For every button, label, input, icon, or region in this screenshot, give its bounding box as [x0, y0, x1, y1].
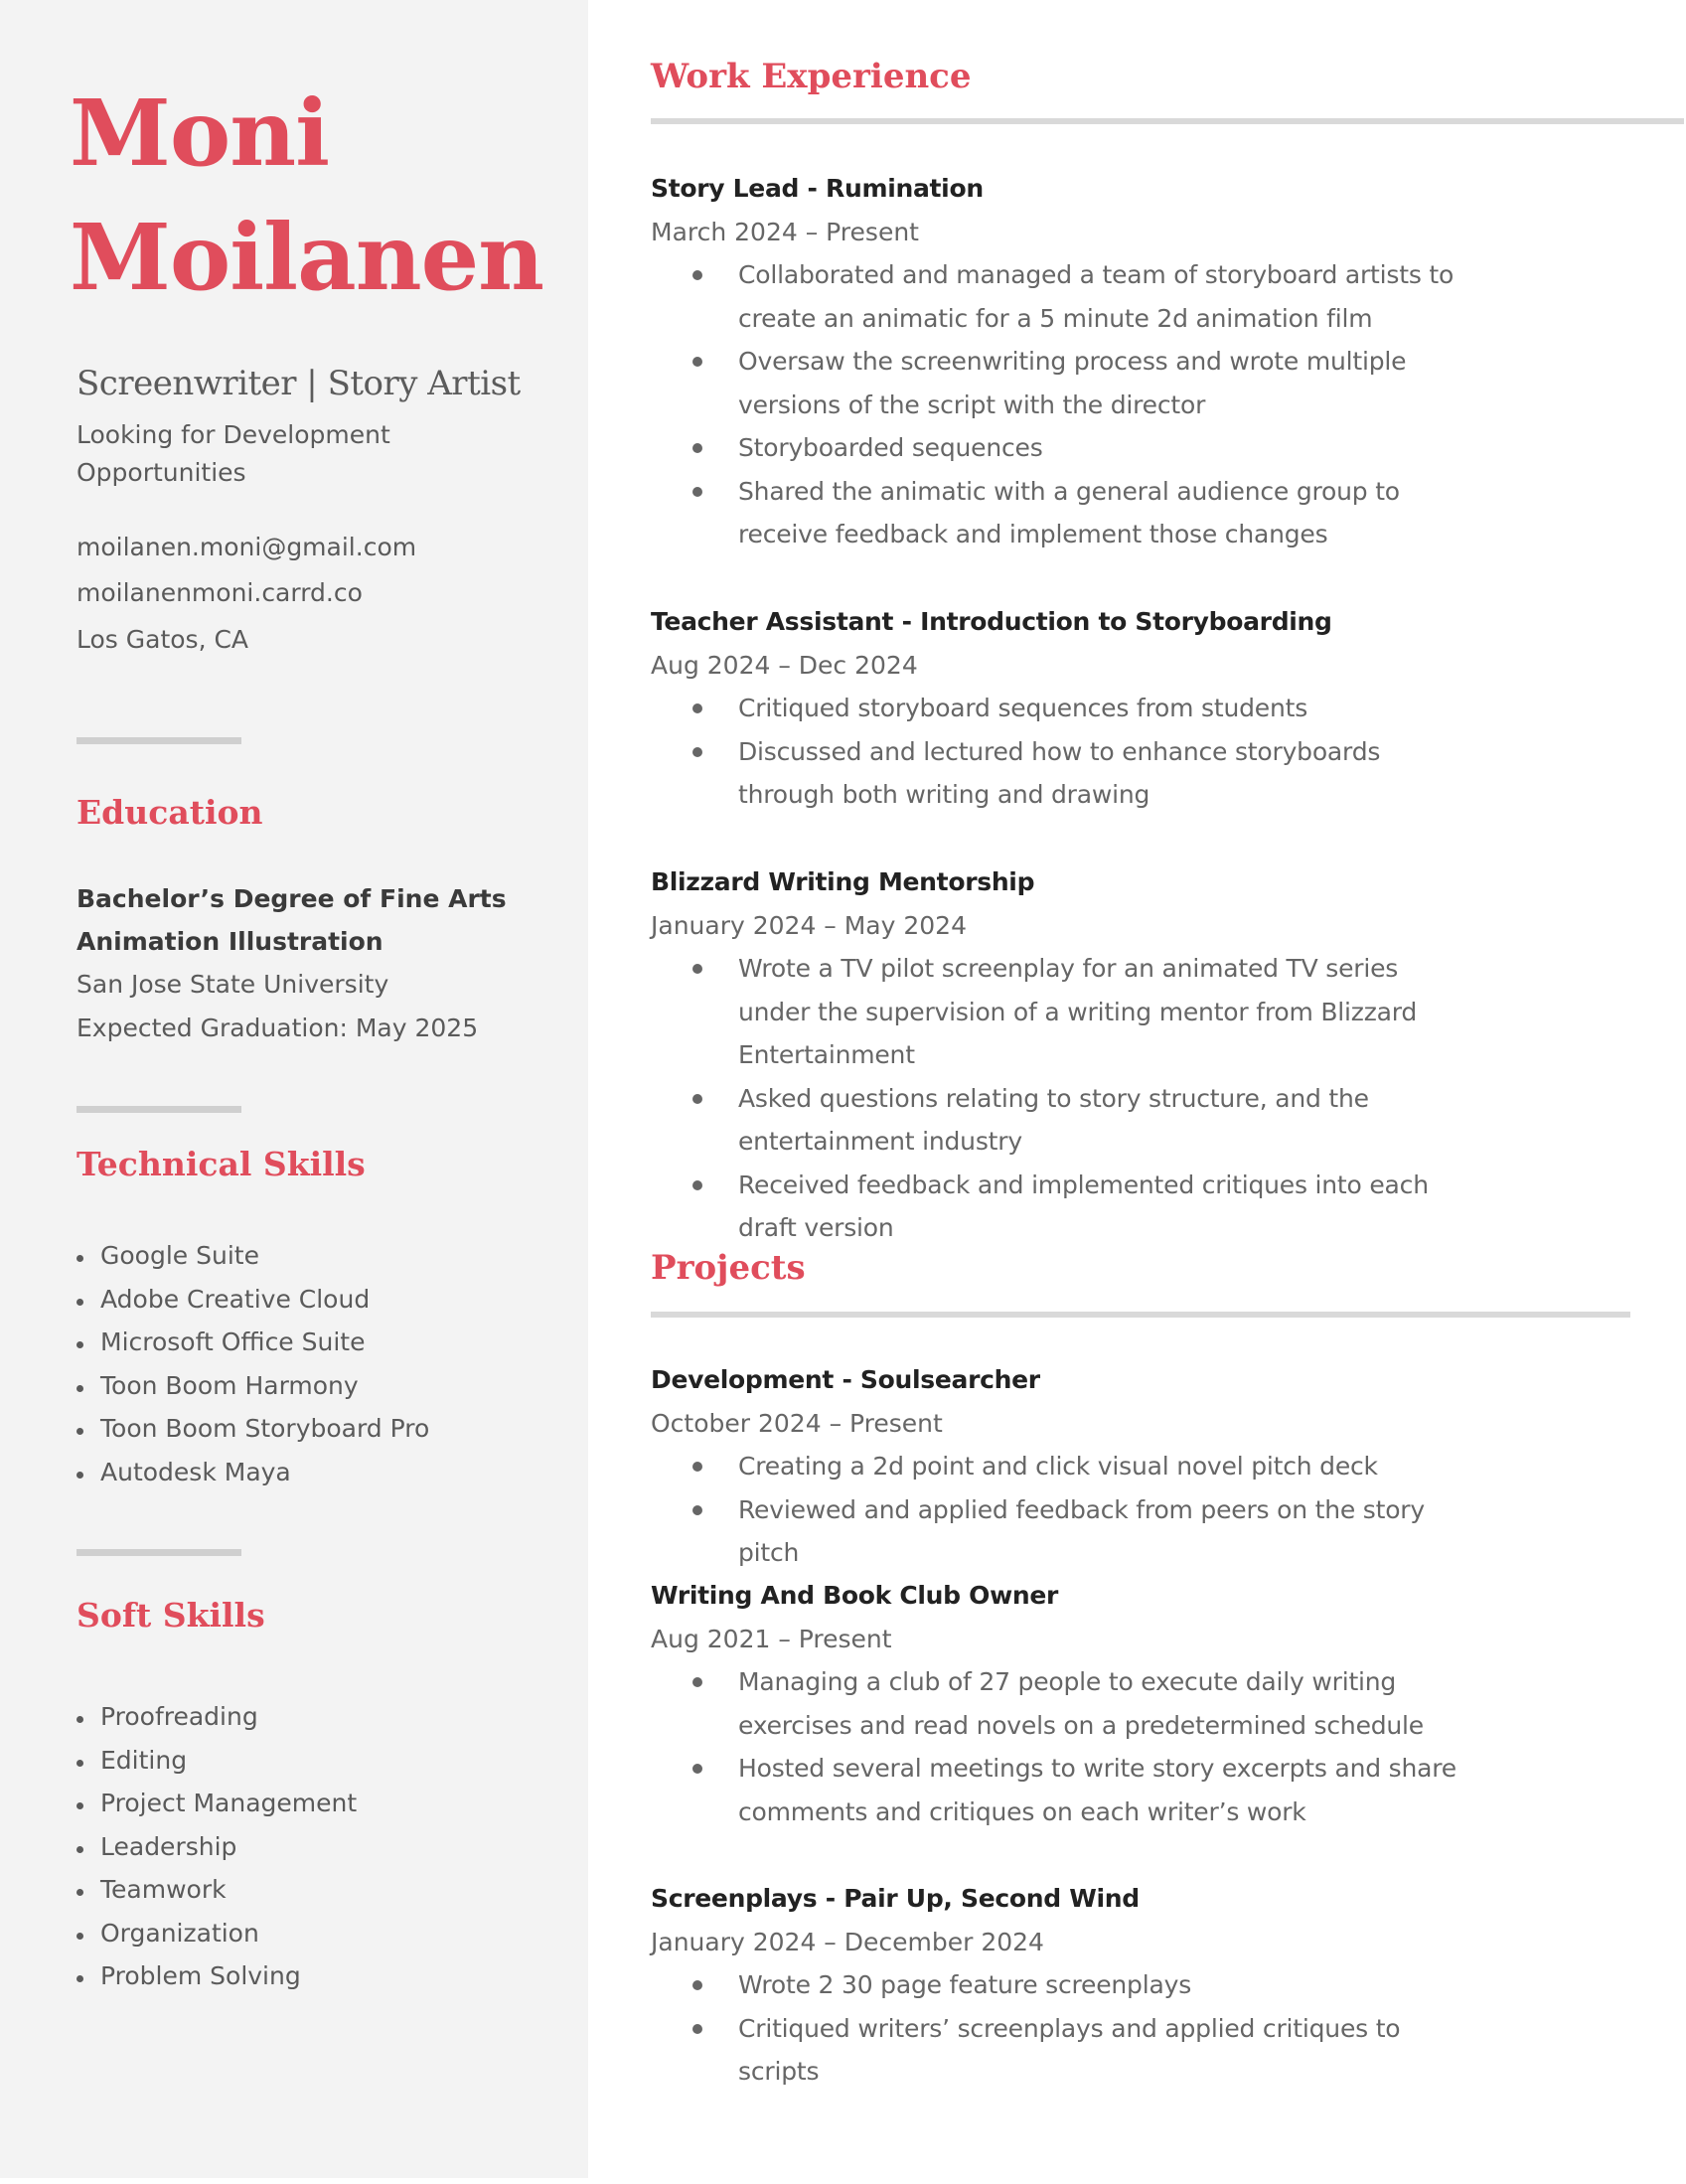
list-item: Adobe Creative Cloud	[77, 1278, 429, 1322]
section-divider	[651, 1312, 1630, 1318]
list-item: Teamwork	[77, 1868, 357, 1912]
entry-bullets	[651, 253, 1644, 556]
contact-location: Los Gatos, CA	[77, 625, 249, 654]
list-item: Creating a 2d point and click visual novel pitch deck	[651, 1445, 1473, 1488]
list-item: Autodesk Maya	[77, 1451, 429, 1494]
technical-skills-heading: Technical Skills	[77, 1145, 366, 1183]
entry-role: Teacher Assistant - Introduction to Storyboarding	[651, 607, 1332, 636]
entry-date: Aug 2021 – Present	[651, 1625, 892, 1653]
bullet-icon	[77, 1846, 83, 1853]
entry-bullets	[651, 1445, 1644, 1575]
list-item: Shared the animatic with a general audience group to receive feedback and implement those changes	[651, 470, 1473, 556]
list-item: Proofreading	[77, 1695, 357, 1739]
bullet-icon	[77, 1341, 83, 1348]
list-item: Project Management	[77, 1782, 357, 1825]
list-item: Asked questions relating to story structure, and the entertainment industry	[651, 1077, 1473, 1164]
entry-role: Development - Soulsearcher	[651, 1365, 1040, 1394]
entry-bullets	[651, 1963, 1644, 2094]
bullet-icon	[692, 703, 702, 713]
list-item: Hosted several meetings to write story excerpts and share comments and critiques on each writer’s work	[651, 1747, 1473, 1833]
tagline-line-1: Looking for Development	[77, 420, 390, 449]
list-item: Organization	[77, 1912, 357, 1955]
entry-date: January 2024 – December 2024	[651, 1928, 1044, 1956]
list-item: Google Suite	[77, 1234, 429, 1278]
technical-skills-list	[77, 1234, 429, 1493]
list-item: Storyboarded sequences	[651, 426, 1473, 470]
education-degree: Bachelor’s Degree of Fine Arts	[77, 884, 507, 913]
bullet-icon	[77, 1299, 83, 1306]
list-item: Leadership	[77, 1825, 357, 1869]
bullet-icon	[692, 1180, 702, 1190]
entry-role: Writing And Book Club Owner	[651, 1581, 1059, 1610]
project-entry	[651, 1358, 1644, 1575]
entry-date: Aug 2024 – Dec 2024	[651, 651, 918, 680]
entry-role: Story Lead - Rumination	[651, 174, 984, 203]
sidebar-divider	[77, 1549, 241, 1556]
sidebar-divider	[77, 1106, 241, 1113]
bullet-icon	[692, 964, 702, 974]
project-entry	[651, 1877, 1644, 2094]
bullet-icon	[692, 443, 702, 453]
sidebar-divider	[77, 737, 241, 744]
list-item: Managing a club of 27 people to execute daily writing exercises and read novels on a predetermined schedule	[651, 1660, 1473, 1747]
projects-heading: Projects	[651, 1248, 806, 1288]
list-item: Received feedback and implemented critiques into each draft version	[651, 1164, 1473, 1250]
bullet-icon	[692, 2024, 702, 2034]
list-item: Oversaw the screenwriting process and wrote multiple versions of the script with the director	[651, 340, 1473, 426]
education-school: San Jose State University	[77, 970, 389, 999]
entry-date: January 2024 – May 2024	[651, 911, 967, 940]
list-item: Collaborated and managed a team of storyboard artists to create an animatic for a 5 minute 2d animation film	[651, 253, 1473, 340]
bullet-icon	[77, 1889, 83, 1896]
bullet-icon	[77, 1716, 83, 1723]
education-major: Animation Illustration	[77, 927, 383, 956]
list-item: Wrote 2 30 page feature screenplays	[651, 1963, 1473, 2007]
bullet-icon	[692, 1505, 702, 1515]
project-entry	[651, 1574, 1644, 1833]
entry-bullets	[651, 1660, 1644, 1833]
bullet-icon	[77, 1385, 83, 1392]
entry-role: Blizzard Writing Mentorship	[651, 867, 1035, 896]
education-heading: Education	[77, 793, 263, 832]
contact-website[interactable]: moilanenmoni.carrd.co	[77, 578, 363, 607]
tagline-line-2: Opportunities	[77, 458, 246, 487]
bullet-icon	[692, 1980, 702, 1990]
soft-skills-list	[77, 1695, 357, 1998]
bullet-icon	[77, 1472, 83, 1479]
list-item: Discussed and lectured how to enhance storyboards through both writing and drawing	[651, 730, 1473, 817]
entry-role: Screenplays - Pair Up, Second Wind	[651, 1884, 1140, 1913]
bullet-icon	[692, 270, 702, 280]
bullet-icon	[692, 1764, 702, 1774]
list-item: Toon Boom Harmony	[77, 1364, 429, 1408]
bullet-icon	[692, 357, 702, 367]
contact-email[interactable]: moilanen.moni@gmail.com	[77, 533, 417, 561]
section-divider	[651, 118, 1684, 124]
job-title: Screenwriter | Story Artist	[77, 364, 521, 403]
soft-skills-heading: Soft Skills	[77, 1596, 265, 1635]
bullet-icon	[77, 1802, 83, 1809]
list-item: Critiqued writers’ screenplays and applied critiques to scripts	[651, 2007, 1473, 2094]
work-experience-heading: Work Experience	[651, 57, 972, 96]
bullet-icon	[692, 1094, 702, 1104]
bullet-icon	[77, 1933, 83, 1940]
education-graduation: Expected Graduation: May 2025	[77, 1014, 479, 1042]
bullet-icon	[77, 1255, 83, 1262]
list-item: Critiqued storyboard sequences from students	[651, 687, 1473, 730]
bullet-icon	[77, 1975, 83, 1982]
list-item: Microsoft Office Suite	[77, 1321, 429, 1364]
bullet-icon	[692, 747, 702, 757]
list-item: Editing	[77, 1739, 357, 1783]
bullet-icon	[77, 1428, 83, 1435]
bullet-icon	[692, 1677, 702, 1687]
work-entry	[651, 167, 1644, 556]
list-item: Reviewed and applied feedback from peers on the story pitch	[651, 1488, 1473, 1575]
bullet-icon	[692, 1462, 702, 1472]
sidebar	[0, 0, 588, 2178]
work-entry	[651, 600, 1644, 817]
entry-bullets	[651, 687, 1644, 817]
entry-date: March 2024 – Present	[651, 218, 919, 246]
name-last: Moilanen	[70, 204, 544, 311]
work-entry	[651, 860, 1644, 1250]
name-first: Moni	[70, 79, 330, 187]
bullet-icon	[692, 487, 702, 497]
list-item: Wrote a TV pilot screenplay for an animated TV series under the supervision of a writing mentor from Blizzard Entertainment	[651, 947, 1473, 1077]
entry-date: October 2024 – Present	[651, 1409, 943, 1438]
entry-bullets	[651, 947, 1644, 1250]
bullet-icon	[77, 1760, 83, 1767]
list-item: Toon Boom Storyboard Pro	[77, 1407, 429, 1451]
list-item: Problem Solving	[77, 1954, 357, 1998]
